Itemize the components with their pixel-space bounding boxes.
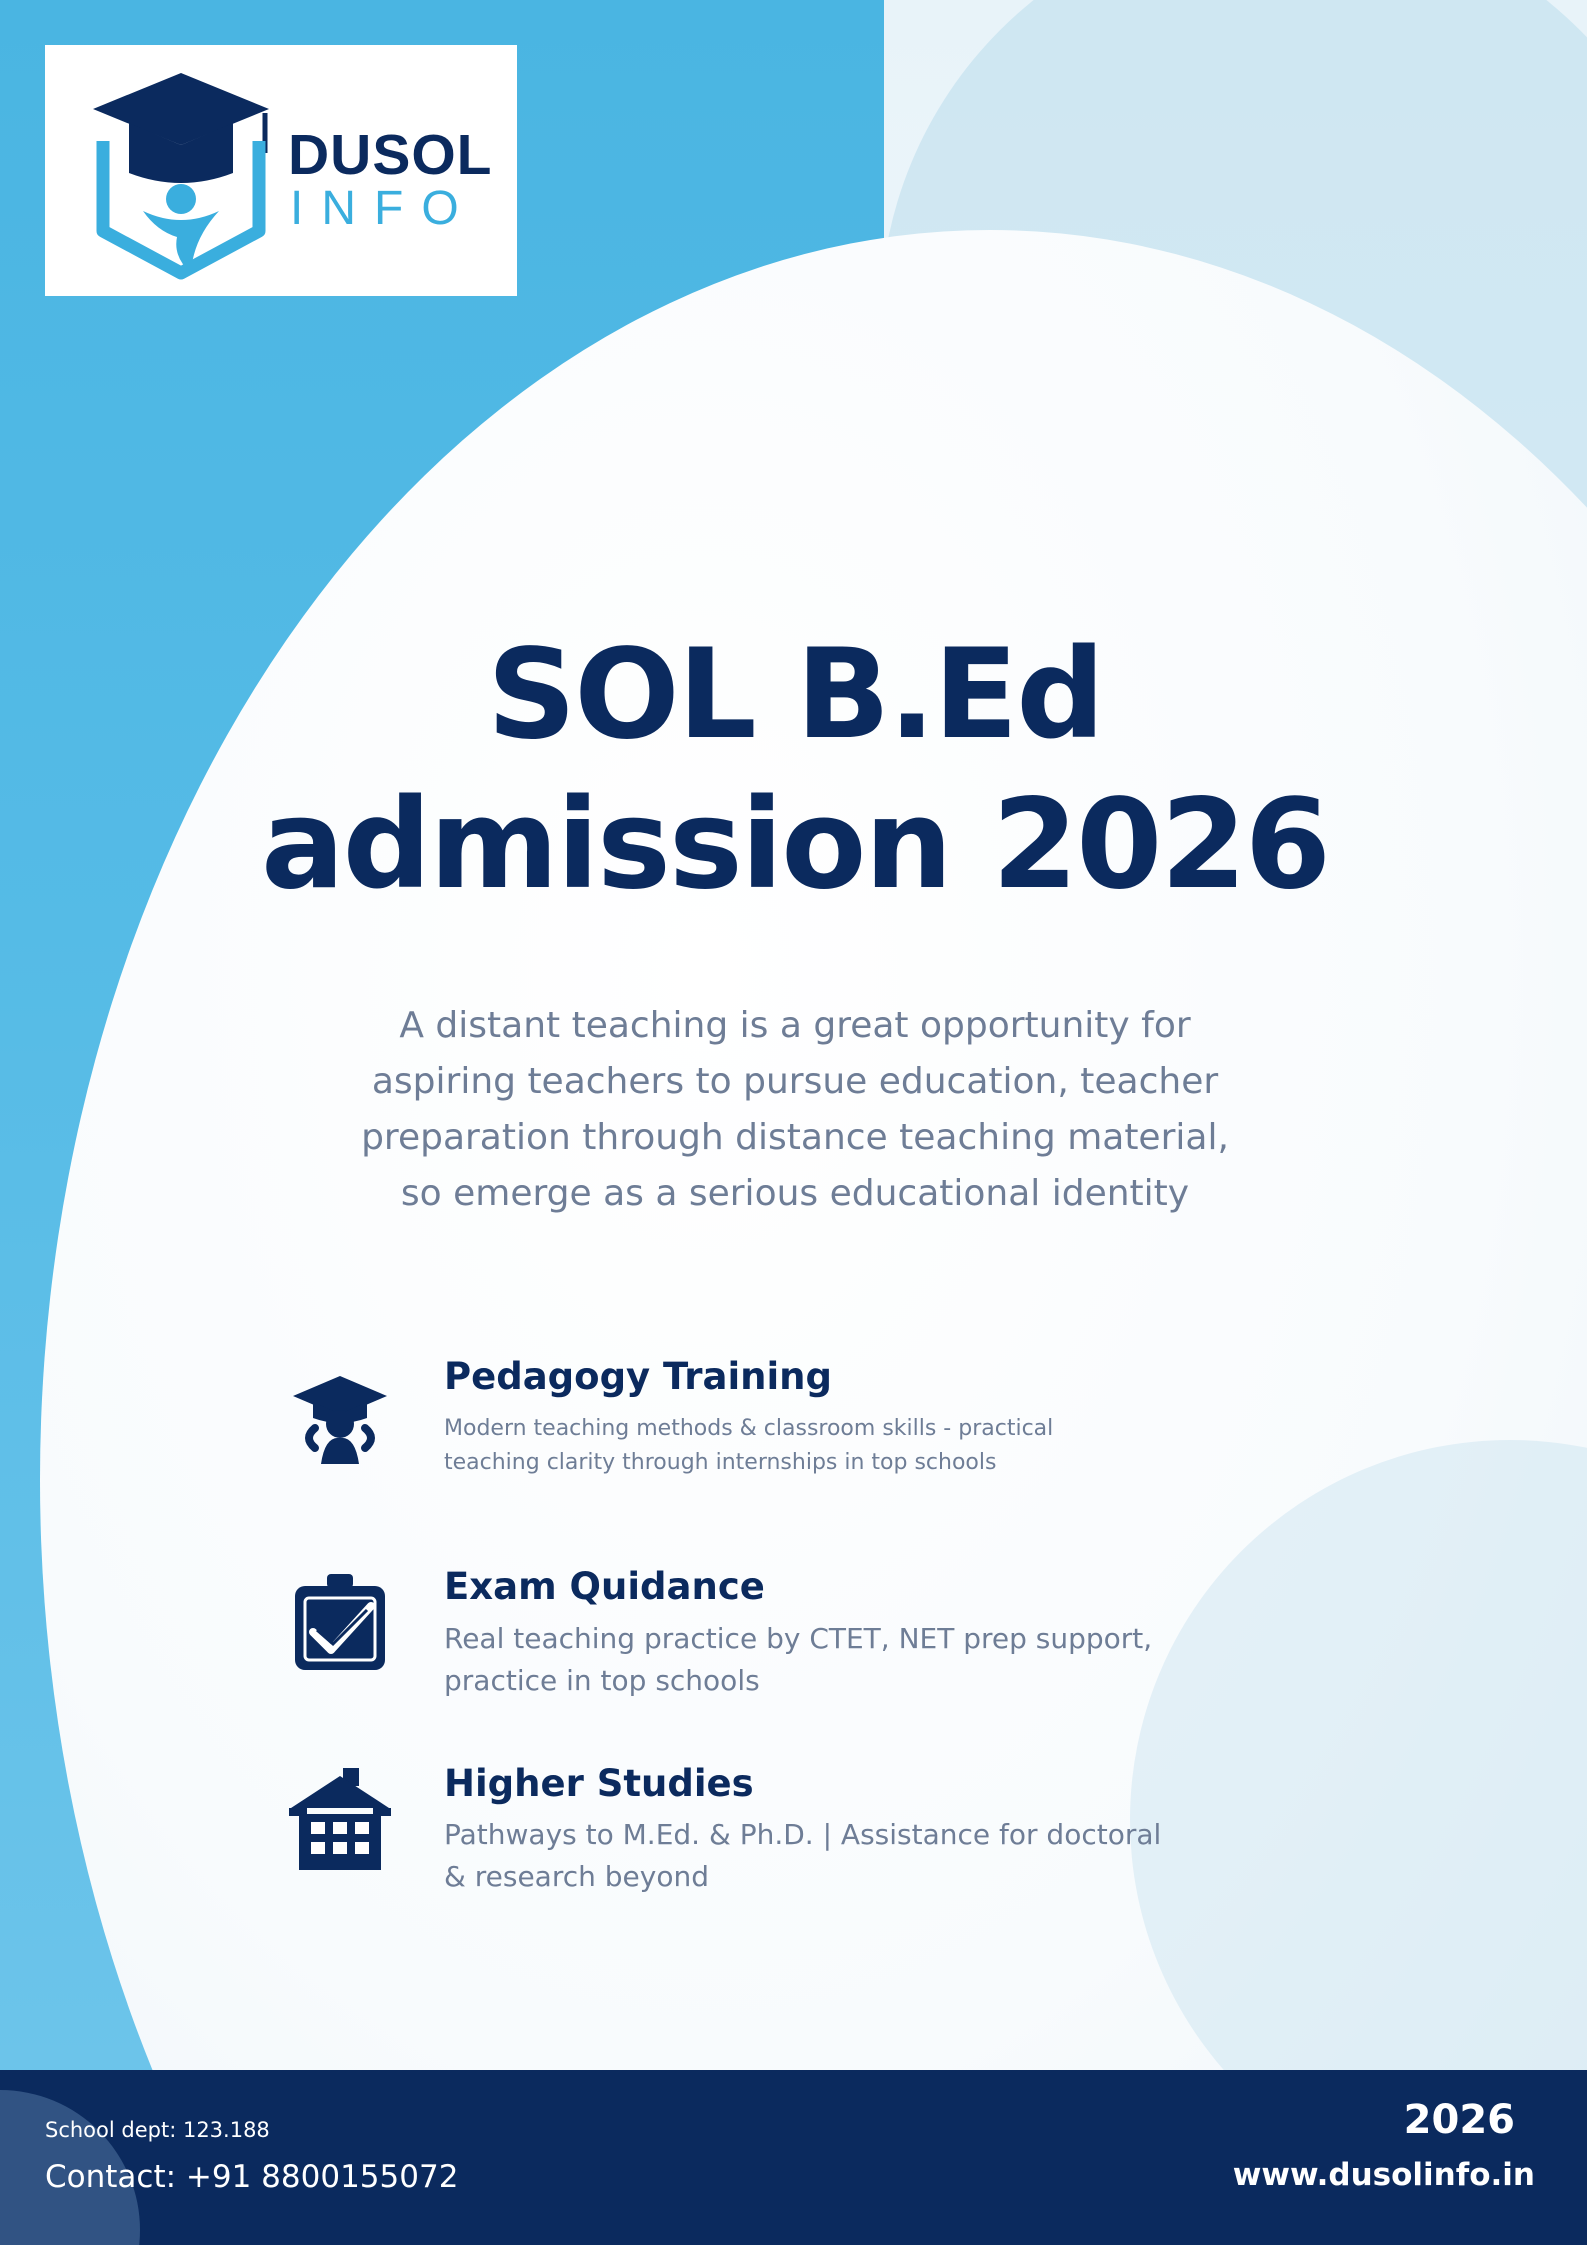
feature-title: Exam Quidance <box>444 1565 765 1608</box>
page-title <box>160 620 1430 920</box>
feature-description-line: practice in top schools <box>444 1664 760 1697</box>
title-line: admission 2026 <box>260 773 1330 917</box>
feature-description-line: Pathways to M.Ed. & Ph.D. | Assistance for doctoral <box>444 1818 1162 1851</box>
feature-title: Pedagogy Training <box>444 1355 832 1398</box>
logo-subtitle: INFO <box>290 182 477 235</box>
school-building-icon <box>285 1764 395 1874</box>
feature-title: Higher Studies <box>444 1762 754 1805</box>
logo <box>45 45 517 296</box>
graduate-icon <box>285 1366 395 1476</box>
feature-description <box>444 1814 1264 1898</box>
feature-description <box>444 1412 1264 1480</box>
feature-description-line: Real teaching practice by CTET, NET prep support, <box>444 1622 1153 1655</box>
footer-dept: School dept: 123.188 <box>45 2118 270 2142</box>
graduation-cap-logo-icon <box>81 61 281 281</box>
intro-line: A distant teaching is a great opportunity for <box>399 1005 1191 1046</box>
feature-description-line: & research beyond <box>444 1860 709 1893</box>
intro-paragraph <box>280 998 1310 1222</box>
intro-line: aspiring teachers to pursue education, teacher <box>371 1061 1219 1102</box>
footer-contact: Contact: +91 8800155072 <box>45 2159 459 2195</box>
footer-website-link[interactable]: www.dusolinfo.in <box>1232 2157 1535 2193</box>
intro-line: so emerge as a serious educational identity <box>400 1173 1190 1214</box>
clipboard-check-icon <box>285 1570 395 1680</box>
feature-description-line: Modern teaching methods & classroom skills - practical <box>444 1416 1054 1441</box>
footer-bar <box>0 2070 1587 2245</box>
title-line: SOL B.Ed <box>487 623 1103 767</box>
feature-description <box>444 1618 1264 1702</box>
intro-line: preparation through distance teaching material, <box>361 1117 1229 1158</box>
feature-description-line: teaching clarity through internships in top schools <box>444 1450 997 1475</box>
logo-name: DUSOL <box>288 123 493 187</box>
footer-year: 2026 <box>1403 2097 1515 2143</box>
